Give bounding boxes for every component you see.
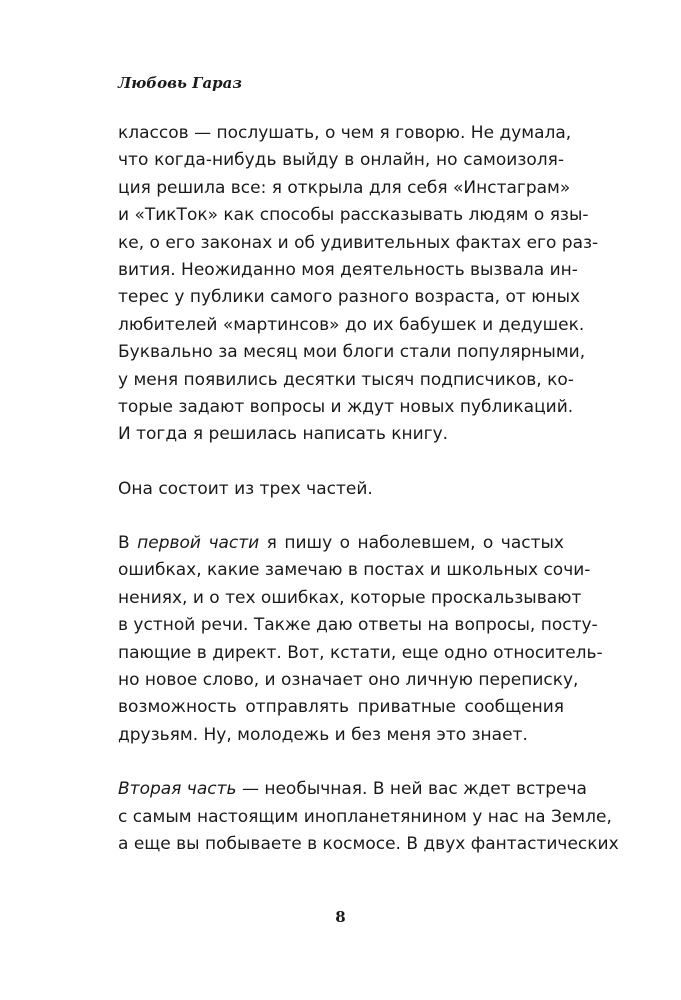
text-line: друзьям. Ну, молодежь и без меня это знает. bbox=[118, 724, 528, 745]
text-line: Вторая часть — необычная. В ней вас ждет встреча bbox=[118, 779, 587, 800]
text-line: возможность отправлять приватные сообщения bbox=[118, 697, 564, 718]
text-line: но новое слово, и означает оно личную переписку, bbox=[118, 670, 579, 691]
text-line: пающие в директ. Вот, кстати, еще одно относитель- bbox=[118, 642, 603, 663]
body-text bbox=[118, 120, 619, 858]
text-line: ошибках, какие замечаю в постах и школьных сочи- bbox=[118, 560, 591, 581]
italic-phrase: первой части bbox=[137, 533, 260, 554]
text-line: классов — послушать, о чем я говорю. Не думала, bbox=[118, 123, 572, 143]
text-line: а еще вы побываете в космосе. В двух фантастических bbox=[118, 833, 619, 854]
page-number: 8 bbox=[335, 908, 346, 926]
running-header-author: Любовь Гараз bbox=[118, 74, 242, 92]
text-line: Буквально за месяц мои блоги стали популярными, bbox=[118, 342, 586, 363]
text-line: терес у публики самого разного возраста, от юных bbox=[118, 287, 581, 308]
text-line: что когда-нибудь выйду в онлайн, но самоизоля- bbox=[118, 150, 564, 171]
text-line: ция решила все: я открыла для себя «Инстаграм» bbox=[118, 177, 571, 198]
text-line: ке, о его законах и об удивительных фактах его раз- bbox=[118, 232, 599, 253]
text-line: в устной речи. Также даю ответы на вопросы, посту- bbox=[118, 615, 598, 636]
text-line: торые задают вопросы и ждут новых публикаций. bbox=[118, 396, 574, 417]
text-line: нениях, и о тех ошибках, которые проскальзывают bbox=[118, 587, 582, 608]
text-line: с самым настоящим инопланетянином у нас на Земле, bbox=[118, 806, 612, 827]
text-line: И тогда я решилась написать книгу. bbox=[118, 424, 449, 445]
text-line: вития. Неожиданно моя деятельность вызвала ин- bbox=[118, 259, 578, 280]
text-line: у меня появились десятки тысяч подписчиков, ко- bbox=[118, 369, 574, 390]
text-line: любителей «мартинсов» до их бабушек и дедушек. bbox=[118, 314, 585, 335]
text-line: и «ТикТок» как способы рассказывать людям о язы- bbox=[118, 205, 589, 226]
text-line: В первой части я пишу о наболевшем, о частых bbox=[118, 533, 564, 554]
italic-phrase: Вторая часть bbox=[118, 779, 237, 800]
text-line: Она состоит из трех частей. bbox=[118, 478, 373, 499]
